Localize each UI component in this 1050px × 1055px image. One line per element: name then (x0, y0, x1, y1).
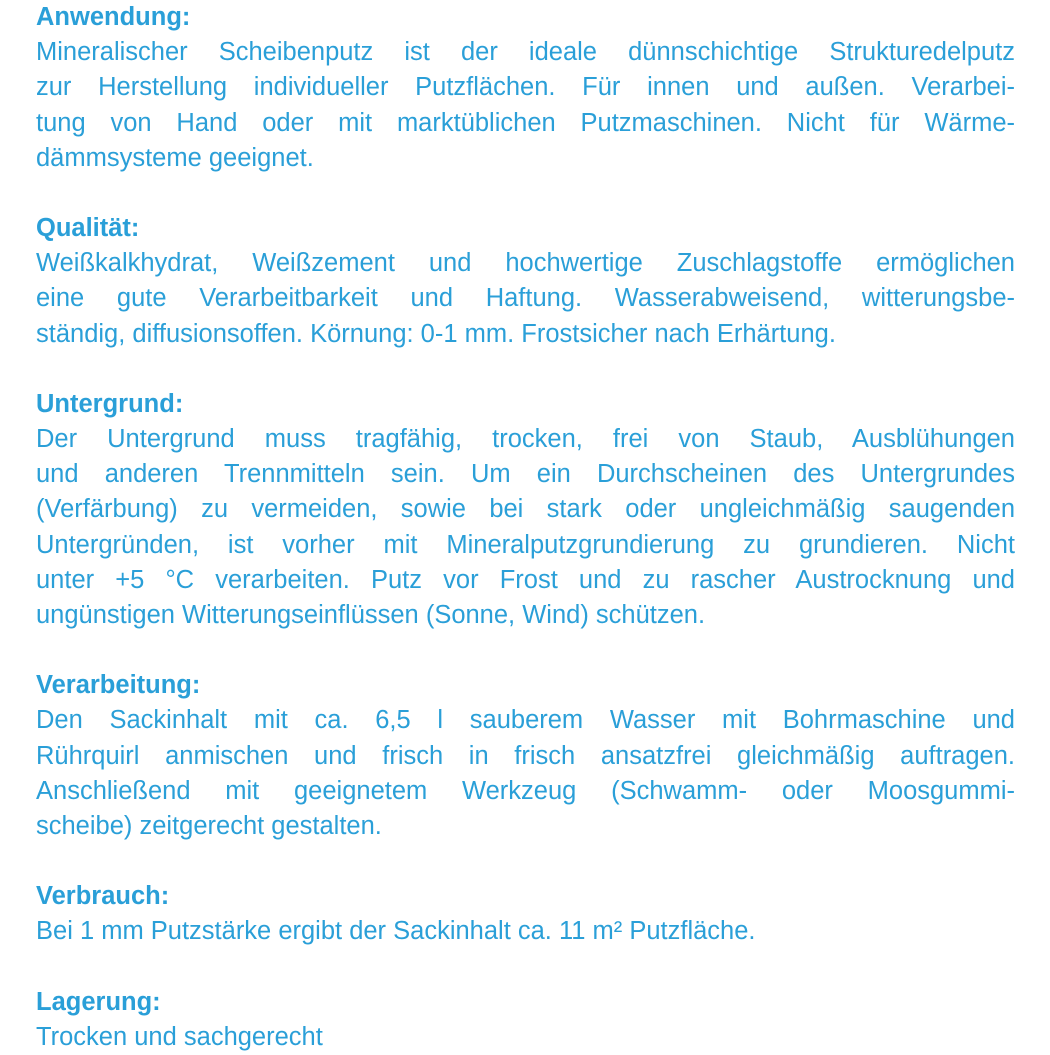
section-untergrund (36, 387, 1015, 633)
section-lagerung (36, 985, 1015, 1055)
text-line: tung von Hand oder mit marktüblichen Putzmaschinen. Nicht für Wärme- (36, 108, 1015, 137)
text-line: Der Untergrund muss tragfähig, trocken, frei von Staub, Ausblühungen (36, 425, 1015, 454)
section-body (36, 914, 1015, 949)
section-heading: Verarbeitung: (36, 671, 201, 700)
section-body (36, 422, 1015, 633)
section-body (36, 703, 1015, 844)
section-heading: Qualität: (36, 214, 140, 243)
section-verarbeitung (36, 668, 1015, 844)
text-line: ungünstigen Witterungseinflüssen (Sonne, Wind) schützen. (36, 601, 706, 630)
text-line: Rührquirl anmischen und frisch in frisch ansatzfrei gleichmäßig auftragen. (36, 741, 1015, 770)
text-line: Anschließend mit geeignetem Werkzeug (Schwamm- oder Moosgummi- (36, 776, 1015, 805)
text-line: Trocken und sachgerecht (36, 1022, 323, 1051)
text-line: ständig, diffusionsoffen. Körnung: 0-1 mm. Frostsicher nach Erhärtung. (36, 319, 836, 348)
text-line: eine gute Verarbeitbarkeit und Haftung. Wasserabweisend, witterungsbe- (36, 284, 1015, 313)
section-heading: Lagerung: (36, 987, 161, 1016)
text-line: zur Herstellung individueller Putzflächen. Für innen und außen. Verarbei- (36, 73, 1015, 102)
text-line: scheibe) zeitgerecht gestalten. (36, 812, 382, 841)
section-body (36, 35, 1015, 176)
product-info-document (36, 0, 1015, 1055)
section-verbrauch (36, 879, 1015, 949)
text-line: und anderen Trennmitteln sein. Um ein Durchscheinen des Untergrundes (36, 460, 1015, 489)
text-line: Mineralischer Scheibenputz ist der ideale dünnschichtige Strukturedelputz (36, 38, 1015, 67)
text-line: Untergründen, ist vorher mit Mineralputzgrundierung zu grundieren. Nicht (36, 530, 1015, 559)
section-anwendung (36, 0, 1015, 176)
section-heading: Untergrund: (36, 389, 184, 418)
section-body (36, 246, 1015, 352)
section-heading: Verbrauch: (36, 882, 170, 911)
text-line: Den Sackinhalt mit ca. 6,5 l sauberem Wasser mit Bohrmaschine und (36, 706, 1015, 735)
section-qualitaet (36, 211, 1015, 352)
text-line: Weißkalkhydrat, Weißzement und hochwertige Zuschlagstoffe ermöglichen (36, 249, 1015, 278)
text-line: dämmsysteme geeignet. (36, 143, 314, 172)
text-line: unter +5 °C verarbeiten. Putz vor Frost und zu rascher Austrocknung und (36, 565, 1015, 594)
section-heading: Anwendung: (36, 3, 191, 31)
text-line: (Verfärbung) zu vermeiden, sowie bei stark oder ungleichmäßig saugenden (36, 495, 1015, 524)
text-line: Bei 1 mm Putzstärke ergibt der Sackinhalt ca. 11 m² Putzfläche. (36, 917, 756, 946)
